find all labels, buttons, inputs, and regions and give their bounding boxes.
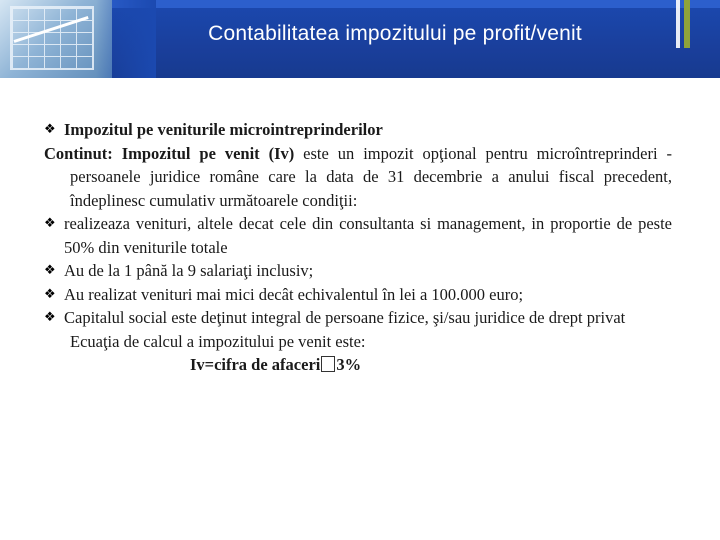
formula-right: 3% [336, 355, 362, 374]
equation-intro: Ecuaţia de calcul a impozitului pe venit este: [70, 331, 366, 351]
heading-row [44, 118, 672, 142]
condition-text: Au de la 1 până la 9 salariaţi inclusiv; [64, 261, 314, 280]
header-accent-gap [676, 0, 680, 48]
diamond-bullet-icon: ❖ [44, 310, 56, 325]
slide-title: Contabilitatea impozitului pe profit/venit [208, 22, 582, 45]
diamond-bullet-icon: ❖ [44, 216, 56, 231]
condition-text: Au realizat venituri mai mici decât echivalentul în lei a 100.000 euro; [64, 284, 524, 304]
condition-item [44, 283, 672, 307]
continut-paragraph [44, 142, 672, 213]
section-heading: Impozitul pe veniturile microintreprinderilor [64, 120, 383, 139]
missing-glyph-icon [321, 356, 335, 372]
continut-text: este un impozit opţional pentru microîntreprinderi - persoanele juridice române care la data de 31 decembrie a anului fiscal precedent, îndeplinesc cumulativ următoarele condiţii: [70, 143, 673, 210]
condition-item [44, 212, 672, 259]
header-accent-bar [684, 0, 690, 48]
formula-left: Iv=cifra de afaceri [190, 355, 321, 374]
continut-term: Impozitul pe venit (Iv) [121, 143, 295, 163]
diamond-bullet-icon: ❖ [44, 122, 56, 137]
condition-text: realizeaza venituri, altele decat cele din consultanta si management, in proportie de peste 50% din veniturile totale [64, 214, 672, 257]
slide-body [44, 118, 672, 377]
diamond-bullet-icon: ❖ [44, 263, 56, 278]
diamond-bullet-icon: ❖ [44, 286, 56, 302]
condition-text: Capitalul social este deţinut integral de persoane fizice, şi/sau juridice de drept privat [64, 308, 626, 327]
formula [44, 353, 672, 377]
condition-item [44, 306, 672, 330]
condition-item [44, 259, 672, 283]
continut-label: Continut: [44, 143, 113, 163]
